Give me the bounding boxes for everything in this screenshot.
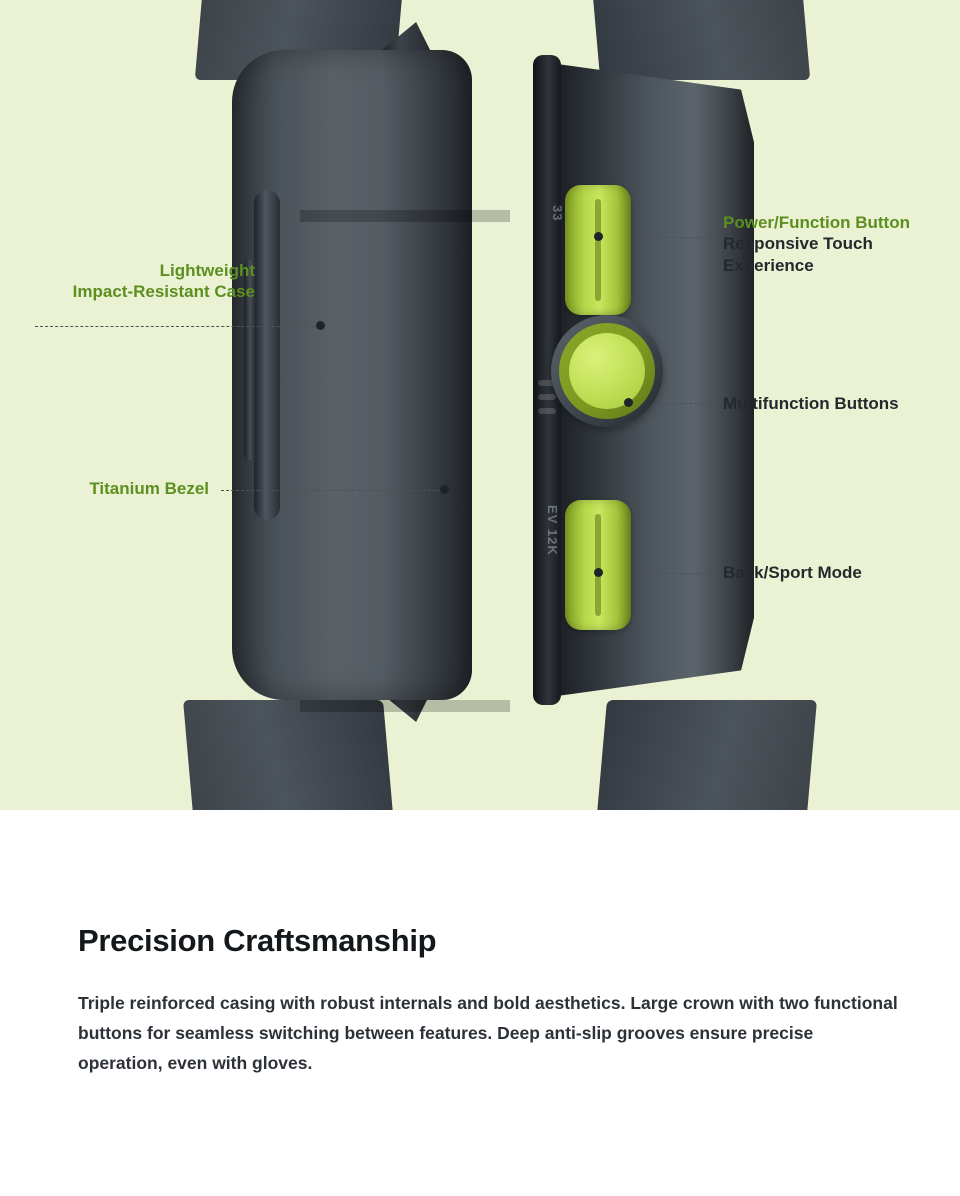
crown-face	[569, 333, 645, 409]
section-body-text: Triple reinforced casing with robust internals and bold aesthetics. Large crown with two functional buttons for seamless switching between features. Deep anti-slip grooves ensure precise operation, even with gloves.	[78, 993, 898, 1074]
leader-dot-multifunction-buttons	[624, 398, 633, 407]
section-heading: Precision Craftsmanship	[78, 923, 437, 958]
crown-ring	[559, 323, 655, 419]
watch-strap-top-right	[590, 0, 810, 80]
case-seam-bottom-left	[300, 700, 510, 712]
leader-dot-lightweight-case	[316, 321, 325, 330]
leader-dot-titanium-bezel	[440, 485, 449, 494]
callout-power-line2: Responsive Touch	[723, 234, 873, 254]
leader-dot-power-function-button	[594, 232, 603, 241]
description-section	[0, 810, 960, 1196]
callout-lightweight-case-line1: Lightweight	[159, 261, 255, 280]
leader-line-titanium-bezel	[221, 490, 446, 491]
callout-back-sport-label: Back/Sport Mode	[723, 563, 862, 582]
watch-strap-bottom-left	[183, 700, 397, 810]
leader-line-power-function-button	[640, 237, 718, 238]
watch-strap-bottom-right	[593, 700, 817, 810]
leader-dot-back-sport-mode	[594, 568, 603, 577]
leader-line-lightweight-case	[35, 326, 325, 327]
power-function-button[interactable]	[565, 185, 631, 315]
callout-multifunction-buttons	[723, 393, 958, 414]
multifunction-crown[interactable]	[551, 315, 663, 427]
leader-line-back-sport-mode	[640, 573, 718, 574]
callout-power-function-button	[723, 212, 958, 276]
callout-lightweight-case	[10, 260, 255, 303]
back-sport-mode-button[interactable]	[565, 500, 631, 630]
anti-slip-groove	[538, 394, 556, 400]
case-seam-top-left	[300, 210, 510, 222]
leader-line-multifunction-buttons	[658, 403, 718, 404]
callout-power-line3: Experience	[723, 255, 814, 275]
titanium-bezel-ring	[254, 190, 280, 520]
callout-multifunction-label: Multifunction Buttons	[723, 394, 899, 413]
case-marking-lower: EV 12K	[545, 505, 560, 556]
callout-back-sport-mode	[723, 562, 958, 583]
callout-titanium-bezel-label: Titanium Bezel	[89, 479, 209, 498]
watch-side-profile-left	[170, 0, 480, 810]
callout-titanium-bezel	[10, 478, 209, 499]
callout-power-line1: Power/Function Button	[723, 213, 910, 232]
callout-lightweight-case-line2: Impact-Resistant Case	[72, 282, 255, 302]
anti-slip-groove	[538, 408, 556, 414]
case-marking-upper: 33	[550, 205, 565, 222]
